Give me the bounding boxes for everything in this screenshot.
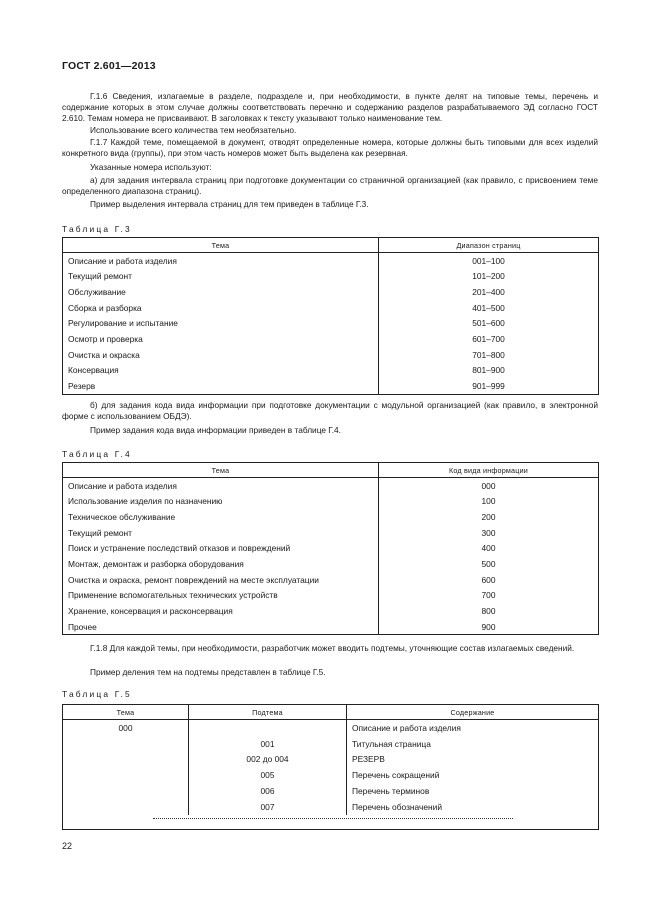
table-cell: 007 [189, 799, 347, 815]
table-cell: 100 [379, 494, 599, 510]
table-cell: Очистка и окраска, ремонт повреждений на месте эксплуатации [68, 574, 319, 585]
table-cell: Хранение, консервация и расконсервация [68, 605, 233, 616]
table-cell: 001 [189, 736, 347, 752]
table-row [63, 720, 599, 736]
table-cell: 401–500 [379, 300, 599, 316]
dotted-continuation-line [153, 818, 513, 819]
table-row [63, 316, 599, 332]
paragraph-item-a: а) для задания интервала страниц при подготовке документации со страничной организацией (как правило, с присвоением теме определенного диапазона страниц). [62, 175, 598, 197]
table-cell [63, 783, 189, 799]
table-row [63, 347, 599, 363]
table-g5-caption: Таблица Г.5 [62, 689, 132, 699]
table-row [63, 587, 599, 603]
table-cell: 501–600 [379, 316, 599, 332]
table-cell: Перечень терминов [347, 783, 599, 799]
table-cell: 400 [379, 541, 599, 557]
table-cell: 801–900 [379, 362, 599, 378]
document-header: ГОСТ 2.601—2013 [62, 60, 156, 72]
table-row [63, 799, 599, 815]
table-cell: Титульная страница [347, 736, 599, 752]
table-row [63, 783, 599, 799]
table-cell: 300 [379, 525, 599, 541]
table-g5 [62, 704, 599, 830]
paragraph-numbers-used: Указанные номера используют: [90, 162, 212, 172]
paragraph-example-g4: Пример задания кода вида информации приведен в таблице Г.4. [90, 425, 341, 435]
table-row [63, 603, 599, 619]
paragraph-g-1-8: Г.1.8 Для каждой темы, при необходимости, разработчик может вводить подтемы, уточняющие состав излагаемых сведений. [90, 643, 575, 653]
table-cell: 000 [379, 478, 599, 494]
table-row [63, 331, 599, 347]
table-cell: 700 [379, 587, 599, 603]
column-header: Код вида информации [379, 463, 599, 478]
table-row [63, 619, 599, 635]
column-header: Тема [63, 705, 189, 720]
table-row [63, 752, 599, 768]
table-g4 [62, 462, 599, 635]
table-header-row [63, 463, 599, 478]
paragraph-g-1-7: Г.1.7 Каждой теме, помещаемой в документ, отводят определенные номера, которые должны быть типовыми для всех изделий конкретного вида (группы), при этом часть номеров может быть выделена как резервная. [62, 137, 598, 159]
table-cell: Перечень сокращений [347, 767, 599, 783]
table-row [63, 525, 599, 541]
table-row [63, 253, 599, 269]
table-cell: 900 [379, 619, 599, 635]
table-cell: Описание и работа изделия [68, 255, 177, 266]
table-cell: 701–800 [379, 347, 599, 363]
table-cell [63, 767, 189, 783]
table-cell: Перечень обозначений [347, 799, 599, 815]
table-row [63, 556, 599, 572]
table-row [63, 478, 599, 494]
table-cell: 800 [379, 603, 599, 619]
table-row [63, 378, 599, 394]
table-cell: 200 [379, 509, 599, 525]
table-row [63, 300, 599, 316]
table-row [63, 767, 599, 783]
table-cell: 101–200 [379, 269, 599, 285]
table-row [63, 509, 599, 525]
table-cell: Использование изделия по назначению [68, 496, 223, 507]
table-cell: 000 [118, 722, 133, 733]
table-cell [63, 752, 189, 768]
paragraph-example-g3: Пример выделения интервала страниц для тем приведен в таблице Г.3. [90, 199, 369, 209]
table-cell: Осмотр и проверка [68, 334, 143, 345]
table-cell: Монтаж, демонтаж и разборка оборудования [68, 559, 244, 570]
table-cell: Описание и работа изделия [347, 720, 599, 736]
table-cell [63, 799, 189, 815]
table-cell [63, 736, 189, 752]
table-cell: 600 [379, 572, 599, 588]
table-cell: Сборка и разборка [68, 302, 142, 313]
table-cell: Применение вспомогательных технических устройств [68, 590, 278, 601]
paragraph-usage: Использование всего количества тем необязательно. [90, 125, 297, 135]
table-cell: Прочее [68, 621, 97, 632]
table-cell: 201–400 [379, 284, 599, 300]
paragraph-g-1-6: Г.1.6 Сведения, излагаемые в разделе, подразделе и, при необходимости, в пункте делят на типовые темы, перечень и содержание которых в этом случае должны соответствовать перечню и содержанию разделов разрабатываемого ЭД согласно ГОСТ 2.610. Темам номера не присваивают. В заголовках к тексту указывают только наименование тем. [62, 91, 598, 124]
table-cell: Текущий ремонт [68, 271, 133, 282]
table-cell: РЕЗЕРВ [347, 752, 599, 768]
table-row [63, 362, 599, 378]
table-header-row [63, 238, 599, 253]
table-cell: 901–999 [379, 378, 599, 394]
column-header: Содержание [347, 705, 599, 720]
table-cell: Очистка и окраска [68, 349, 140, 360]
paragraph-example-g5: Пример деления тем на подтемы представлен в таблице Г.5. [90, 667, 326, 677]
table-cell: Техническое обслуживание [68, 512, 176, 523]
table-cell: Регулирование и испытание [68, 318, 178, 329]
paragraph-item-b: б) для задания кода вида информации при подготовке документации с модульной организацией (как правило, в электронной форме с использованием ОБДЭ). [62, 400, 598, 422]
table-cell: 005 [189, 767, 347, 783]
page-number: 22 [62, 841, 73, 851]
table-header-row [63, 705, 599, 720]
table-cell: Поиск и устранение последствий отказов и повреждений [68, 543, 291, 554]
table-cell [189, 720, 347, 736]
table-cell: 002 до 004 [189, 752, 347, 768]
table-cell: 006 [189, 783, 347, 799]
table-cell: 601–700 [379, 331, 599, 347]
table-g4-caption: Таблица Г.4 [62, 449, 132, 459]
table-cell: Описание и работа изделия [68, 480, 177, 491]
table-row [63, 494, 599, 510]
table-cell: Обслуживание [68, 287, 126, 298]
column-header: Диапазон страниц [379, 238, 599, 253]
table-row [63, 284, 599, 300]
table-cell: 001–100 [379, 253, 599, 269]
table-cell: Текущий ремонт [68, 527, 133, 538]
table-cell: 500 [379, 556, 599, 572]
column-header: Тема [63, 238, 379, 253]
column-header: Тема [63, 463, 379, 478]
table-row [63, 572, 599, 588]
table-g3-caption: Таблица Г.3 [62, 224, 132, 234]
table-cell: Консервация [68, 365, 119, 376]
table-row [63, 269, 599, 285]
table-g3 [62, 237, 599, 395]
table-row [63, 736, 599, 752]
continuation-row [63, 815, 599, 830]
table-row [63, 541, 599, 557]
column-header: Подтема [189, 705, 347, 720]
table-cell: Резерв [68, 380, 96, 391]
